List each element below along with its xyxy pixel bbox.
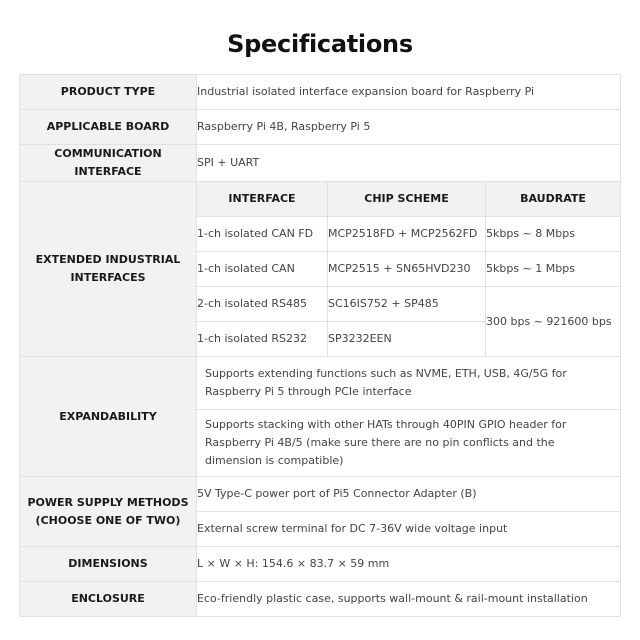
- communication-interface-value: SPI + UART: [197, 145, 621, 182]
- row-power-1: [20, 477, 621, 512]
- enclosure-value: Eco-friendly plastic case, supports wall-mount & rail-mount installation: [197, 582, 621, 617]
- product-type-value: Industrial isolated interface expansion board for Raspberry Pi: [197, 75, 621, 110]
- enclosure-label: ENCLOSURE: [20, 582, 197, 617]
- product-type-label: PRODUCT TYPE: [20, 75, 197, 110]
- chip-scheme-cell: SP3232EEN: [328, 322, 486, 357]
- baudrate-cell: 5kbps ~ 8 Mbps: [486, 217, 621, 252]
- baudrate-cell: 5kbps ~ 1 Mbps: [486, 252, 621, 287]
- expandability-value: Supports extending functions such as NVME, ETH, USB, 4G/5G for Raspberry Pi 5 through PCIe interface: [197, 357, 621, 410]
- extended-interfaces-label: EXTENDED INDUSTRIAL INTERFACES: [20, 182, 197, 357]
- interface-cell: 1-ch isolated CAN: [197, 252, 328, 287]
- chip-scheme-cell: MCP2518FD + MCP2562FD: [328, 217, 486, 252]
- dimensions-value: L × W × H: 154.6 × 83.7 × 59 mm: [197, 547, 621, 582]
- row-product-type: [20, 75, 621, 110]
- power-supply-label: POWER SUPPLY METHODS (CHOOSE ONE OF TWO): [20, 477, 197, 547]
- power-supply-value: External screw terminal for DC 7-36V wide voltage input: [197, 512, 621, 547]
- baudrate-column-header: BAUDRATE: [486, 182, 621, 217]
- row-dimensions: [20, 547, 621, 582]
- row-expandability-1: [20, 357, 621, 410]
- dimensions-label: DIMENSIONS: [20, 547, 197, 582]
- applicable-board-value: Raspberry Pi 4B, Raspberry Pi 5: [197, 110, 621, 145]
- interface-column-header: INTERFACE: [197, 182, 328, 217]
- row-enclosure: [20, 582, 621, 617]
- chip-scheme-cell: MCP2515 + SN65HVD230: [328, 252, 486, 287]
- interface-cell: 1-ch isolated CAN FD: [197, 217, 328, 252]
- communication-interface-label: COMMUNICATION INTERFACE: [20, 145, 197, 182]
- chip-scheme-column-header: CHIP SCHEME: [328, 182, 486, 217]
- chip-scheme-cell: SC16IS752 + SP485: [328, 287, 486, 322]
- interface-cell: 1-ch isolated RS232: [197, 322, 328, 357]
- baudrate-cell: 300 bps ~ 921600 bps: [486, 287, 621, 357]
- row-applicable-board: [20, 110, 621, 145]
- interface-cell: 2-ch isolated RS485: [197, 287, 328, 322]
- expandability-label: EXPANDABILITY: [20, 357, 197, 477]
- expandability-value: Supports stacking with other HATs through 40PIN GPIO header for Raspberry Pi 4B/5 (make sure there are no pin conflicts and the dimension is compatible): [197, 410, 621, 477]
- applicable-board-label: APPLICABLE BOARD: [20, 110, 197, 145]
- page-title: Specifications: [227, 30, 413, 58]
- row-communication-interface: [20, 145, 621, 182]
- specifications-table: [19, 74, 621, 617]
- row-extended-header: [20, 182, 621, 217]
- power-supply-value: 5V Type-C power port of Pi5 Connector Adapter (B): [197, 477, 621, 512]
